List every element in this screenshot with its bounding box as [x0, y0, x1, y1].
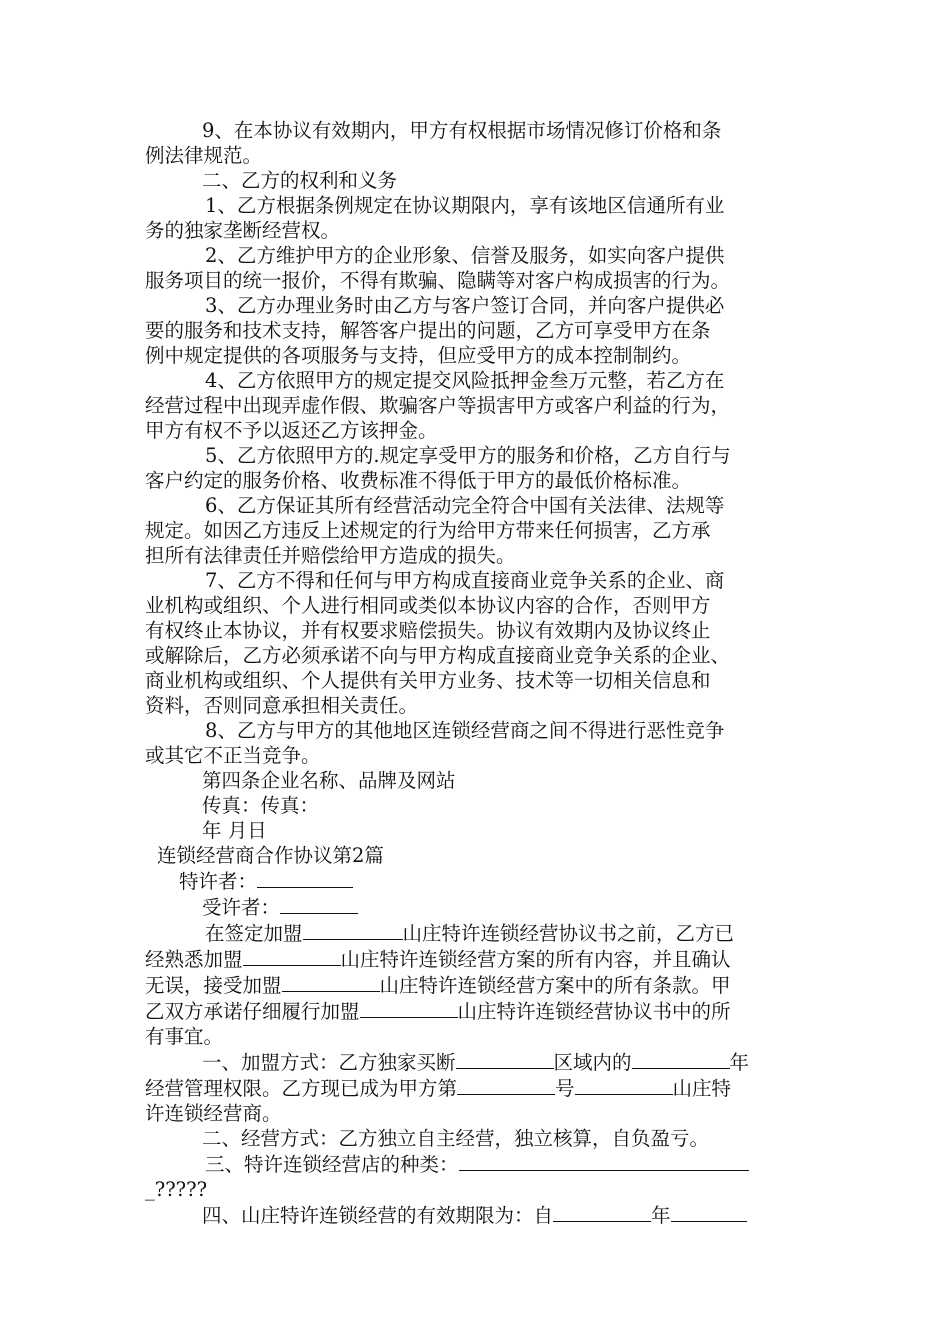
paragraph-line: 资料，否则同意承担相关责任。	[145, 694, 419, 717]
blank-underline	[282, 972, 380, 992]
paragraph-line: 经营过程中出现弄虚作假、欺骗客户等损害甲方或客户利益的行为，	[145, 394, 731, 417]
paragraph-line: 8、乙方与甲方的其他地区连锁经营商之间不得进行恶性竞争	[205, 719, 725, 742]
paragraph-line: 务的独家垄断经营权。	[145, 219, 341, 242]
text-segment: 山庄特许连锁经营方案中的所有条款。甲	[379, 974, 731, 997]
paragraph-line: 业机构或组织、个人进行相同或类似本协议内容的合作，否则甲方	[145, 594, 711, 617]
document-subtitle: 连锁经营商合作协议第2篇	[157, 844, 384, 867]
paragraph-line: 二、经营方式：乙方独立自主经营，独立核算，自负盈亏。	[202, 1127, 710, 1150]
paragraph-line: 2、乙方维护甲方的企业形象、信誉及服务，如实向客户提供	[205, 244, 725, 267]
paragraph-line	[145, 998, 825, 1024]
paragraph-line	[145, 1075, 825, 1101]
paragraph-line	[145, 920, 825, 946]
text-segment: 经熟悉加盟	[145, 948, 243, 971]
text-segment: 山庄特许连锁经营方案的所有内容，并且确认	[340, 948, 731, 971]
blank-underline	[456, 1049, 554, 1069]
paragraph-line: 9、在本协议有效期内，甲方有权根据市场情况修订价格和条	[202, 119, 722, 142]
text-segment: 山庄特	[672, 1077, 732, 1100]
franchisee-label: 受许者：	[202, 896, 281, 919]
text-segment: 一、加盟方式：乙方独家买断	[202, 1051, 456, 1074]
paragraph-line: 4、乙方依照甲方的规定提交风险抵押金叁万元整，若乙方在	[205, 369, 725, 392]
paragraph-line	[145, 946, 825, 972]
paragraph-line: 要的服务和技术支持，解答客户提出的问题，乙方可享受甲方在条	[145, 319, 711, 342]
paragraph-line: 例法律规范。	[145, 144, 263, 167]
text-segment: 在签定加盟	[205, 922, 303, 945]
paragraph-line: 服务项目的统一报价，不得有欺骗、隐瞒等对客户构成损害的行为。	[145, 269, 731, 292]
paragraph-line: 有权终止本协议，并有权要求赔偿损失。协议有效期内及协议终止	[145, 619, 711, 642]
paragraph-line: 担所有法律责任并赔偿给甲方造成的损失。	[145, 544, 516, 567]
text-segment: 经营管理权限。乙方现已成为甲方第	[145, 1077, 458, 1100]
section-heading: 二、乙方的权利和义务	[202, 169, 398, 192]
paragraph-line: 有事宜。	[145, 1025, 224, 1048]
paragraph-line: 或解除后，乙方必须承诺不向与甲方构成直接商业竞争关系的企业、	[145, 644, 731, 667]
franchisor-line	[145, 868, 825, 894]
paragraph-line: 商业机构或组织、个人提供有关甲方业务、技术等一切相关信息和	[145, 669, 711, 692]
paragraph-line: 客户约定的服务价格、收费标准不得低于甲方的最低价格标准。	[145, 469, 692, 492]
paragraph-line	[145, 1151, 825, 1177]
text-segment: 乙双方承诺仔细履行加盟	[145, 1000, 360, 1023]
paragraph-line: 1、乙方根据条例规定在协议期限内，享有该地区信通所有业	[205, 194, 725, 217]
paragraph-line: 例中规定提供的各项服务与支持，但应受甲方的成本控制制约。	[145, 344, 692, 367]
text-segment: 山庄特许连锁经营协议书之前，乙方已	[402, 922, 735, 945]
paragraph-line: 许连锁经营商。	[145, 1102, 282, 1125]
blank-underline	[457, 1075, 555, 1095]
blank-underline	[243, 946, 341, 966]
blank-underline	[553, 1202, 651, 1222]
paragraph-line: 5、乙方依照甲方的.规定享受甲方的服务和价格，乙方自行与	[205, 444, 731, 467]
fax-line: 传真：传真：	[202, 794, 320, 817]
paragraph-line	[145, 972, 825, 998]
text-segment: 山庄特许连锁经营协议书中的所	[457, 1000, 731, 1023]
blank-underline	[671, 1202, 747, 1222]
text-segment: 号	[555, 1077, 575, 1100]
paragraph-line: 甲方有权不予以返还乙方该押金。	[145, 419, 438, 442]
blank-underline	[280, 894, 358, 914]
text-segment: 年	[651, 1204, 671, 1227]
text-segment: 无误，接受加盟	[145, 974, 282, 997]
paragraph-line	[145, 1202, 825, 1228]
date-line: 年 月日	[202, 819, 267, 842]
franchisor-label: 特许者：	[179, 870, 258, 893]
blank-underline	[257, 868, 353, 888]
text-segment: 四、山庄特许连锁经营的有效期限为：自	[202, 1204, 554, 1227]
franchisee-line	[145, 894, 825, 920]
blank-underline	[303, 920, 403, 940]
paragraph-line	[145, 1049, 825, 1075]
blank-underline	[459, 1151, 749, 1171]
text-segment: 年	[729, 1051, 750, 1074]
blank-underline	[632, 1049, 730, 1069]
blank-underline	[360, 998, 458, 1018]
paragraph-line: 或其它不正当竞争。	[145, 744, 321, 767]
paragraph-line: 6、乙方保证其所有经营活动完全符合中国有关法律、法规等	[205, 494, 725, 517]
section-heading: 第四条企业名称、品牌及网站	[202, 769, 456, 792]
blank-underline	[575, 1075, 673, 1095]
document-body	[145, 118, 825, 1228]
paragraph-line: _?????	[145, 1178, 208, 1201]
paragraph-line: 3、乙方办理业务时由乙方与客户签订合同，并向客户提供必	[205, 294, 725, 317]
paragraph-line: 7、乙方不得和任何与甲方构成直接商业竞争关系的企业、商	[205, 569, 725, 592]
text-segment: 三、特许连锁经营店的种类：	[205, 1153, 459, 1176]
paragraph-line: 规定。如因乙方违反上述规定的行为给甲方带来任何损害，乙方承	[145, 519, 711, 542]
text-segment: 区域内的	[553, 1051, 632, 1074]
